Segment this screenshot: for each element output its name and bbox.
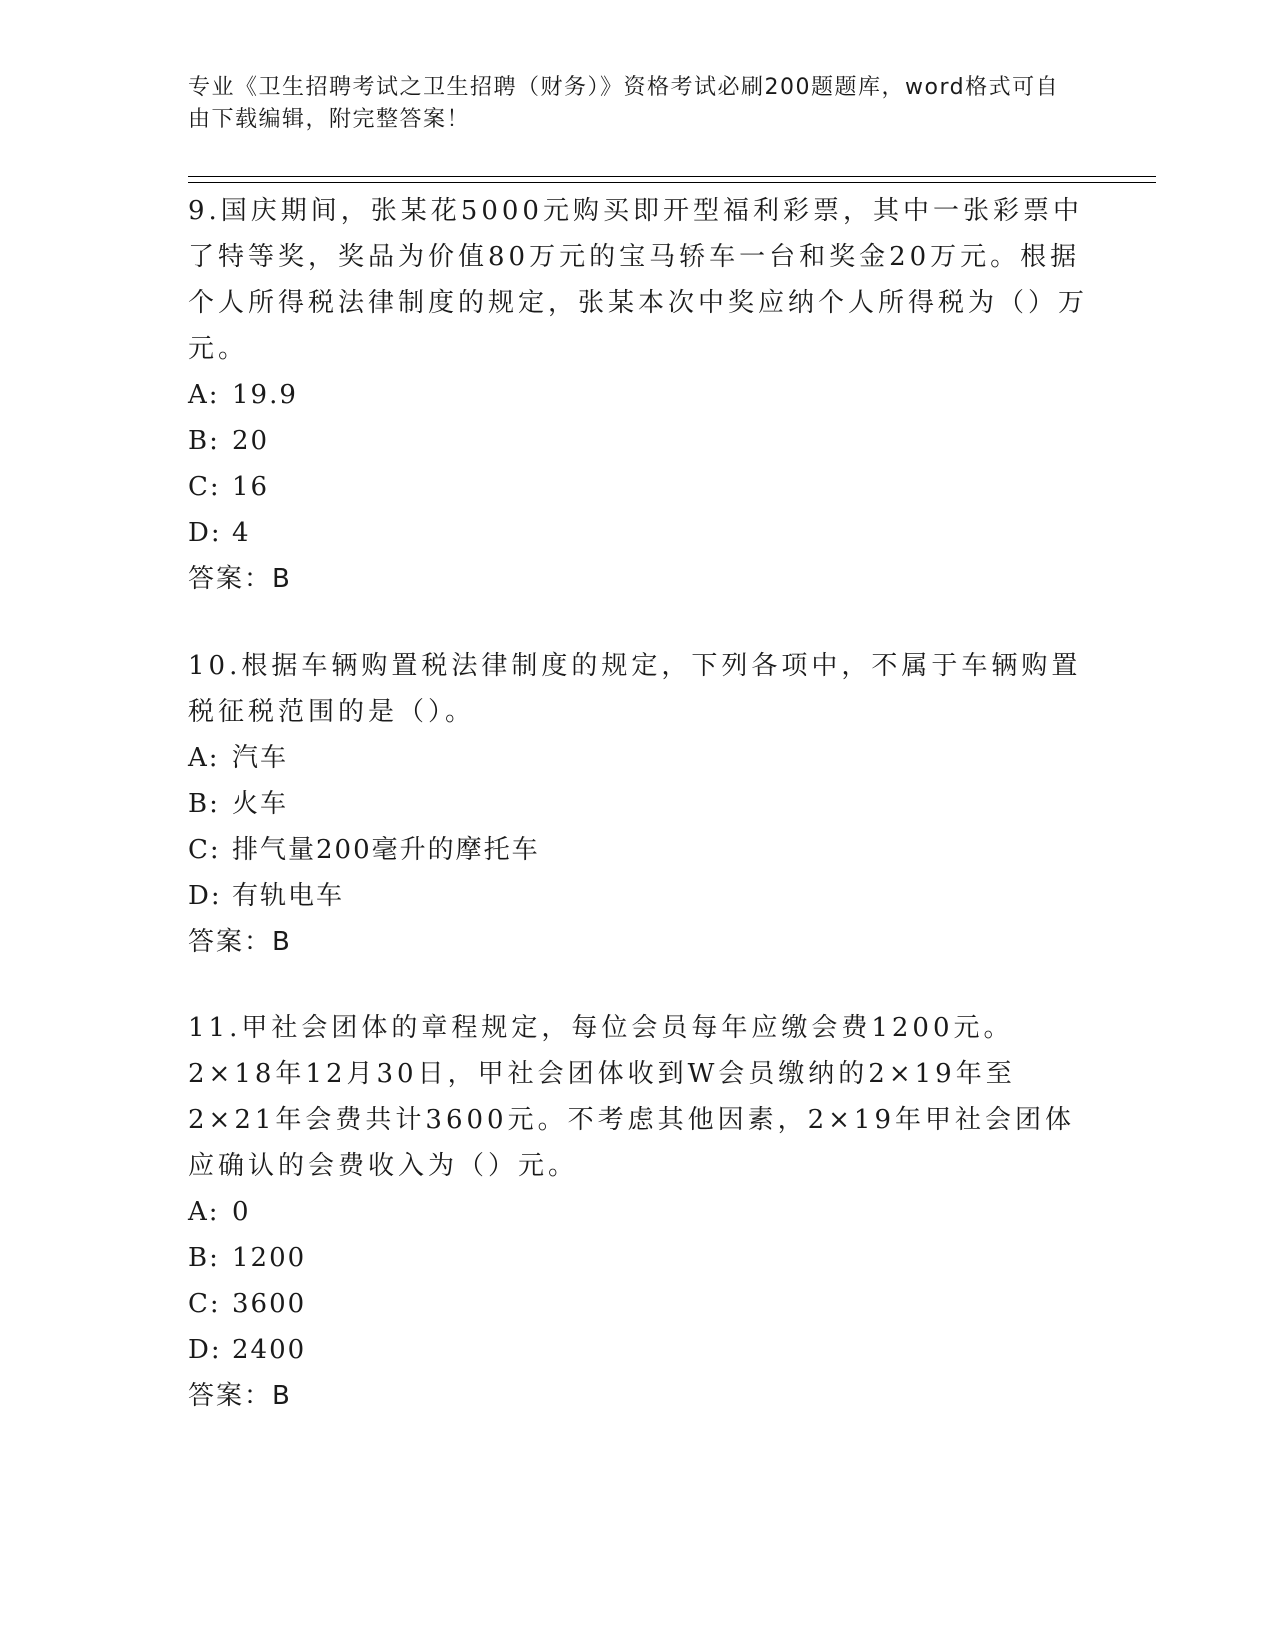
answer: 答案：B xyxy=(188,927,292,957)
option-text: 0 xyxy=(232,1197,251,1227)
option-b xyxy=(188,781,1088,827)
question-stem: 9.国庆期间，张某花5000元购买即开型福利彩票，其中一张彩票中了特等奖，奖品为价值80万元的宝马轿车一台和奖金20万元。根据个人所得税法律制度的规定，张某本次中奖应纳个人所得税为（）万元。 xyxy=(188,196,1089,364)
option-text: 19.9 xyxy=(232,380,298,410)
document-header: 专业《卫生招聘考试之卫生招聘（财务）》资格考试必刷200题题库，word格式可自由下载编辑，附完整答案！ xyxy=(188,75,1060,132)
question-stem: 11.甲社会团体的章程规定，每位会员每年应缴会费1200元。2×18年12月30日，甲社会团体收到W会员缴纳的2×19年至2×21年会费共计3600元。不考虑其他因素，2×19年甲社会团体应确认的会费收入为（）元。 xyxy=(188,1013,1075,1181)
header-divider-bottom xyxy=(188,182,1156,183)
option-text: 2400 xyxy=(232,1335,307,1365)
option-key: D: xyxy=(188,1335,222,1365)
option-key: C: xyxy=(188,835,221,865)
option-text: 4 xyxy=(232,518,251,548)
option-text: 20 xyxy=(232,426,270,456)
option-key: B: xyxy=(188,789,220,819)
option-text: 汽车 xyxy=(232,743,289,773)
question-9 xyxy=(188,188,1088,602)
question-11 xyxy=(188,1005,1088,1419)
option-text: 有轨电车 xyxy=(232,881,345,911)
option-a xyxy=(188,735,1088,781)
question-10 xyxy=(188,643,1088,965)
answer: 答案：B xyxy=(188,564,292,594)
option-key: D: xyxy=(188,518,222,548)
option-text: 排气量200毫升的摩托车 xyxy=(232,835,540,865)
option-text: 火车 xyxy=(232,789,289,819)
option-d xyxy=(188,1327,1088,1373)
option-text: 3600 xyxy=(232,1289,307,1319)
option-key: C: xyxy=(188,472,221,502)
option-a xyxy=(188,372,1088,418)
option-text: 1200 xyxy=(232,1243,307,1273)
option-a xyxy=(188,1189,1088,1235)
question-stem: 10.根据车辆购置税法律制度的规定，下列各项中，不属于车辆购置税征税范围的是（）。 xyxy=(188,651,1082,727)
option-key: A: xyxy=(188,743,220,773)
option-d xyxy=(188,873,1088,919)
option-c xyxy=(188,464,1088,510)
option-d xyxy=(188,510,1088,556)
option-b xyxy=(188,1235,1088,1281)
answer: 答案：B xyxy=(188,1381,292,1411)
option-b xyxy=(188,418,1088,464)
option-key: A: xyxy=(188,380,220,410)
option-c xyxy=(188,1281,1088,1327)
option-c xyxy=(188,827,1088,873)
option-key: D: xyxy=(188,881,222,911)
option-key: B: xyxy=(188,426,220,456)
option-key: B: xyxy=(188,1243,220,1273)
option-key: C: xyxy=(188,1289,221,1319)
option-text: 16 xyxy=(232,472,270,502)
option-key: A: xyxy=(188,1197,220,1227)
header-divider-top xyxy=(188,176,1156,177)
